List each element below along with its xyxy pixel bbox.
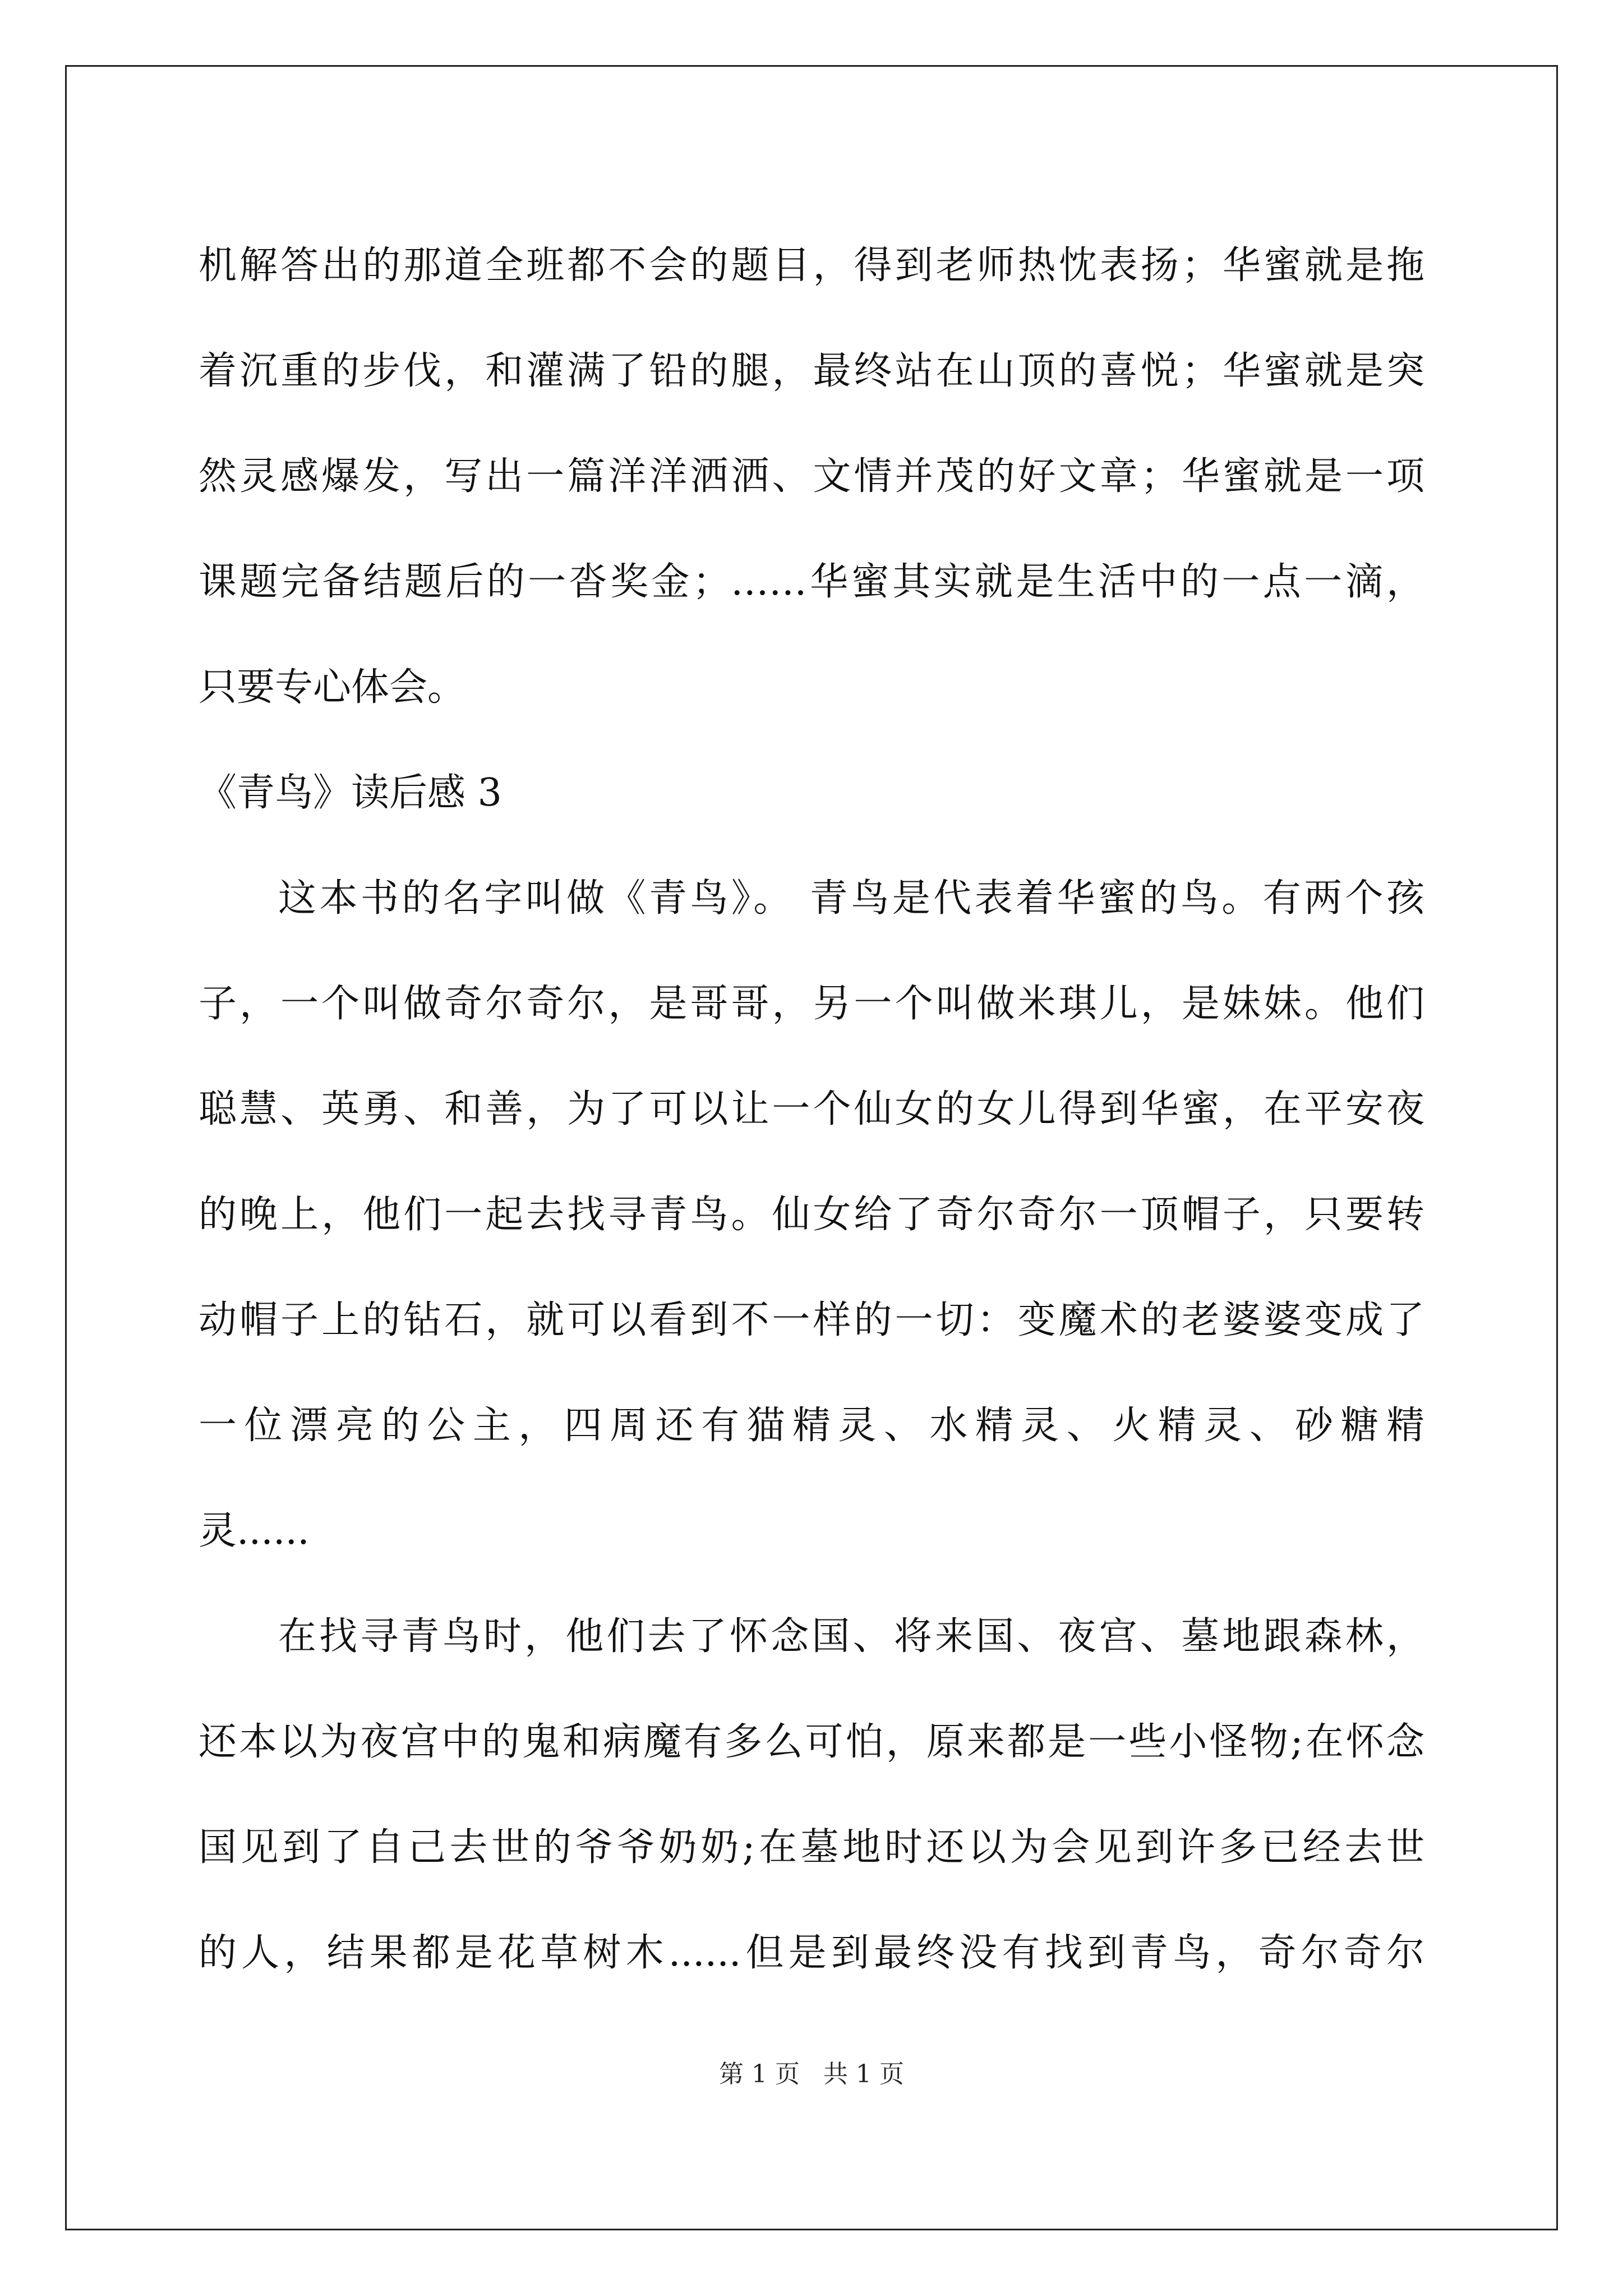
text-line: 的人，结果都是花草树木......但是到最终没有找到青鸟，奇尔奇尔 <box>199 1931 1424 1975</box>
text-line: 只要专心体会。 <box>199 665 466 710</box>
text-line: 灵...... <box>199 1509 310 1553</box>
text-line: 着沉重的步伐，和灌满了铅的腿，最终站在山顶的喜悦；华蜜就是突 <box>199 349 1424 393</box>
text-line: 动帽子上的钻石，就可以看到不一样的一切：变魔术的老婆婆变成了 <box>199 1298 1424 1342</box>
text-line: 的晚上，他们一起去找寻青鸟。仙女给了奇尔奇尔一顶帽子，只要转 <box>199 1193 1424 1237</box>
text-line: 机解答出的那道全班都不会的题目，得到老师热忱表扬；华蜜就是拖 <box>199 243 1424 288</box>
text-line: 课题完备结题后的一沓奖金；……华蜜其实就是生活中的一点一滴， <box>199 560 1424 604</box>
text-line: 一位漂亮的公主，四周还有猫精灵、水精灵、火精灵、砂糖精 <box>199 1404 1424 1448</box>
section-heading: 《青鸟》读后感 3 <box>199 771 502 815</box>
page-number-footer: 第 1 页 共 1 页 <box>719 2060 904 2088</box>
text-line: 然灵感爆发，写出一篇洋洋洒洒、文情并茂的好文章；华蜜就是一项 <box>199 454 1424 499</box>
document-body <box>199 213 1424 2006</box>
paragraph-first-line: 在找寻青鸟时，他们去了怀念国、将来国、夜宫、墓地跟森林， <box>278 1614 1424 1659</box>
text-line: 国见到了自己去世的爷爷奶奶;在墓地时还以为会见到许多已经去世 <box>199 1825 1424 1870</box>
text-line: 子，一个叫做奇尔奇尔，是哥哥，另一个叫做米琪儿，是妹妹。他们 <box>199 982 1424 1026</box>
text-line: 聪慧、英勇、和善，为了可以让一个仙女的女儿得到华蜜，在平安夜 <box>199 1087 1424 1131</box>
text-line: 还本以为夜宫中的鬼和病魔有多么可怕，原来都是一些小怪物;在怀念 <box>199 1720 1424 1764</box>
paragraph-first-line: 这本书的名字叫做《青鸟》。 青鸟是代表着华蜜的鸟。有两个孩 <box>278 876 1424 921</box>
